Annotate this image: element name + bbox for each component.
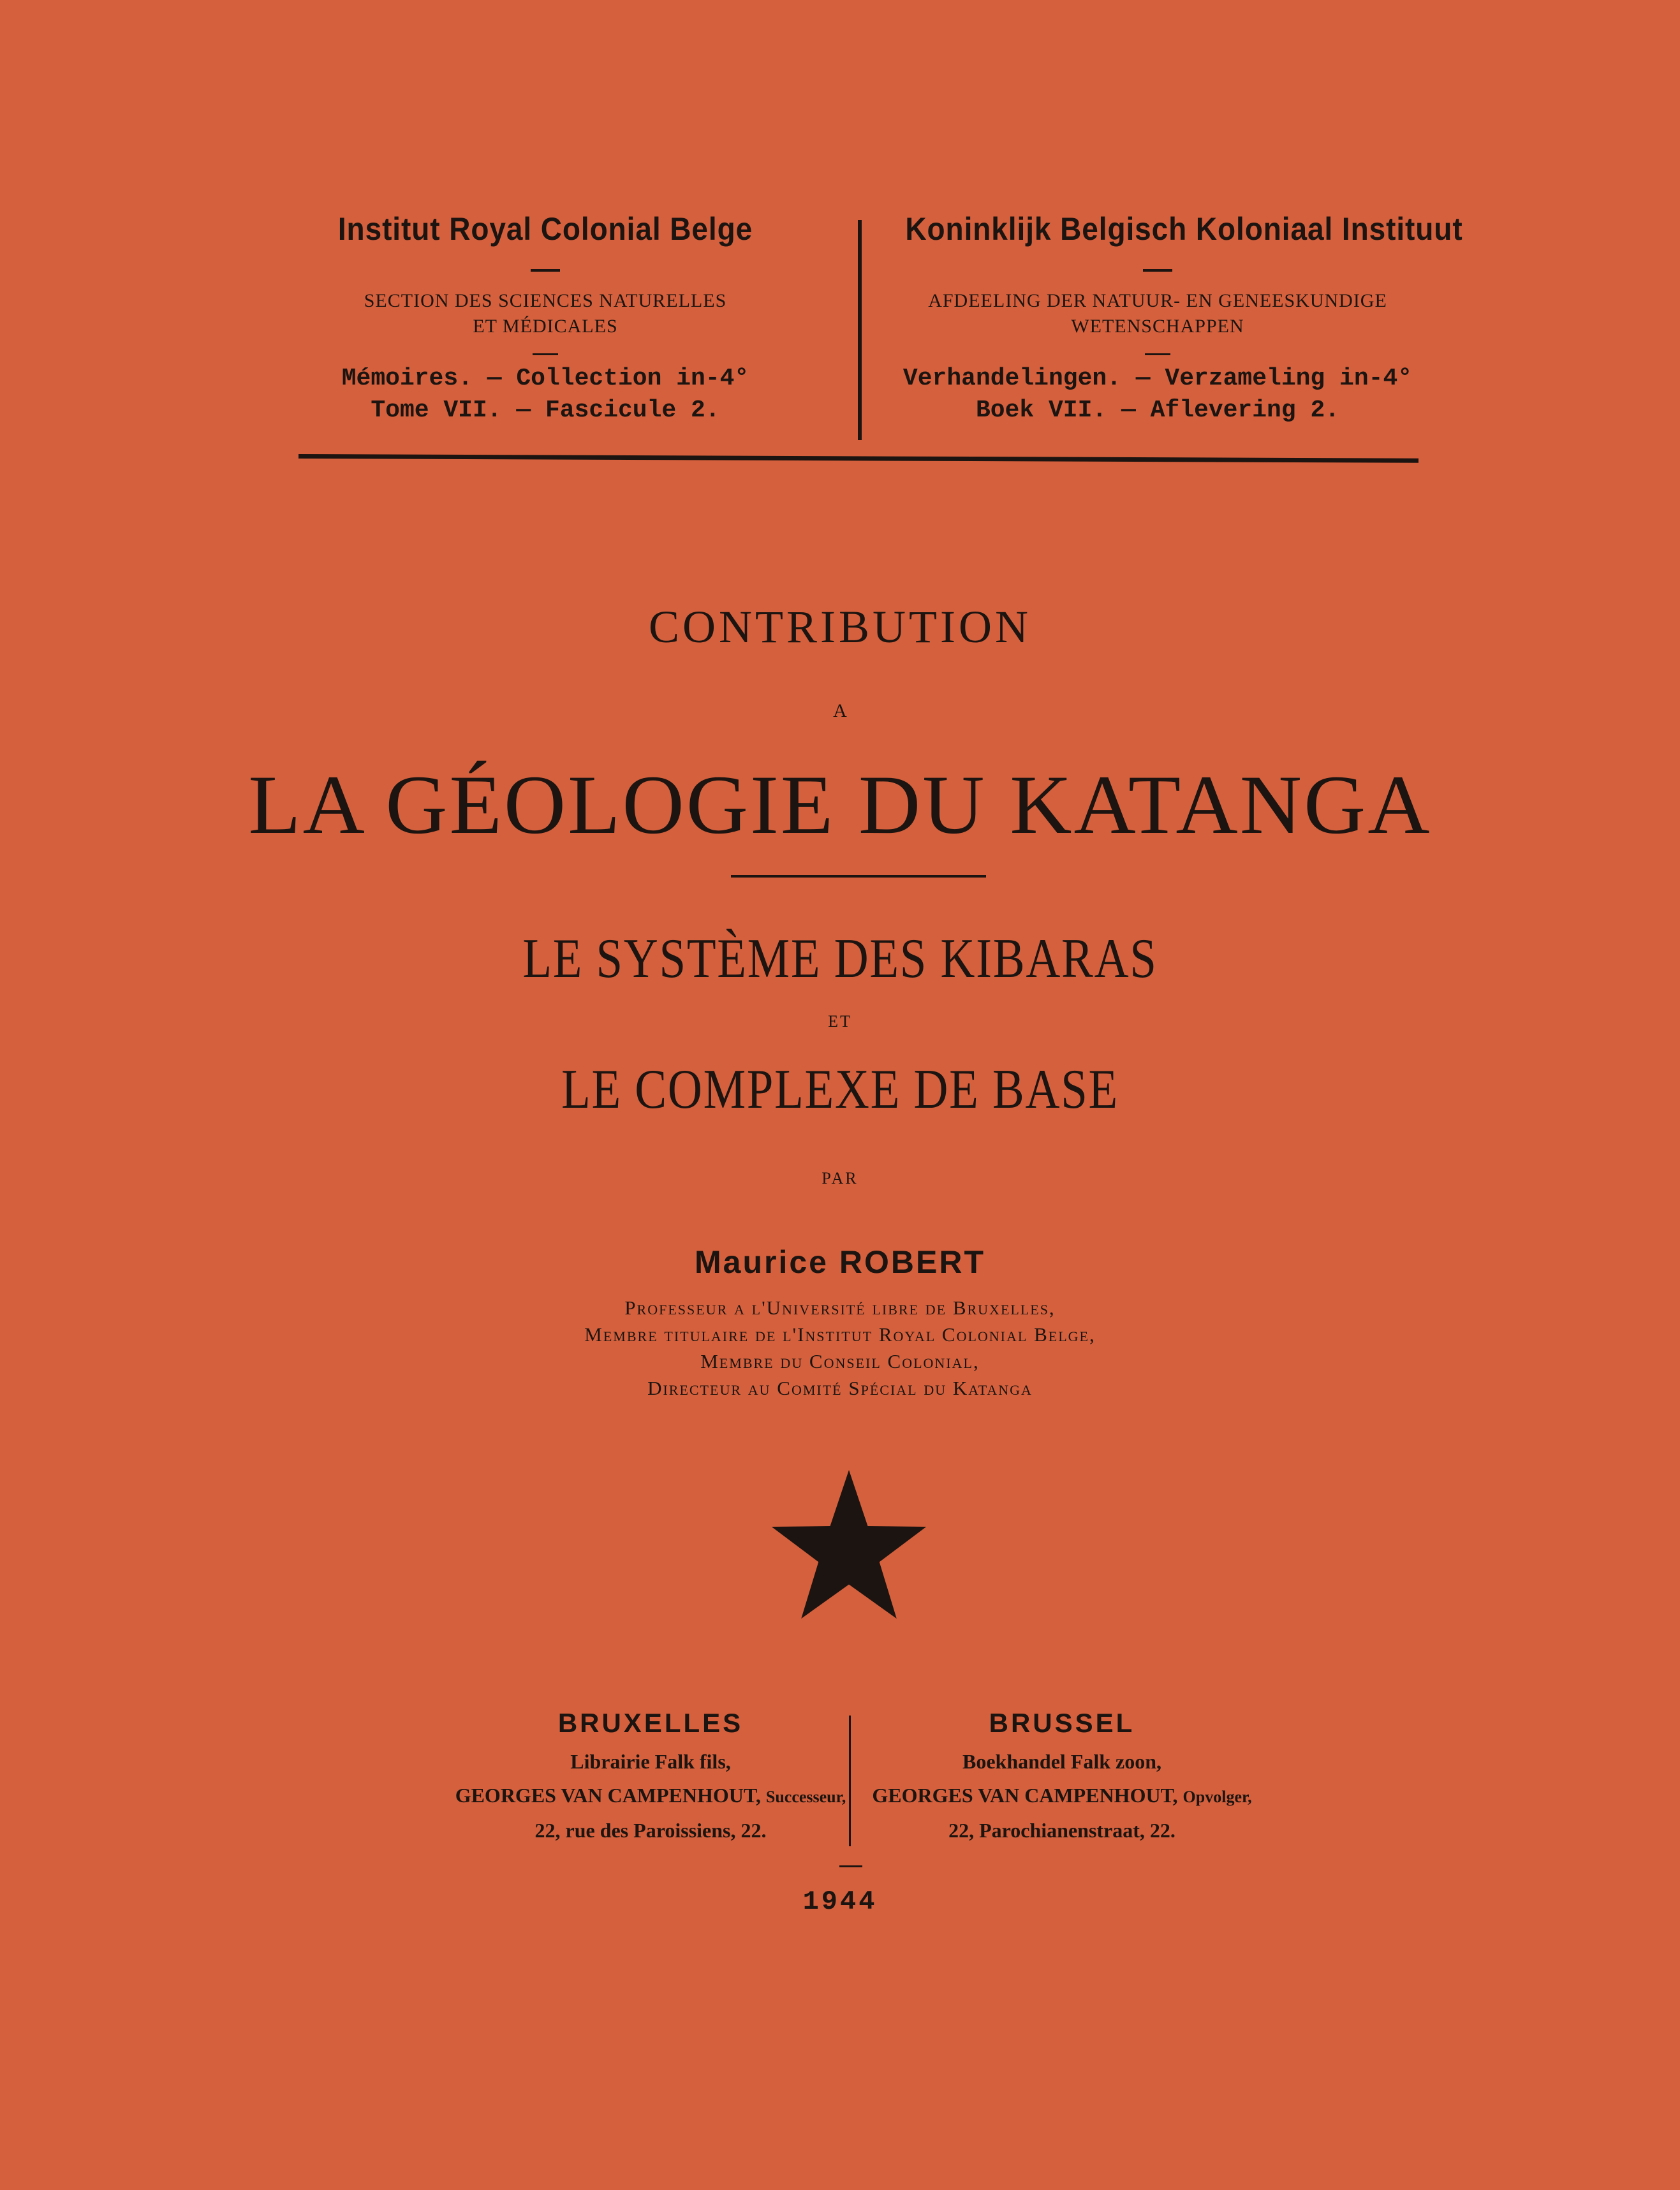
title-contribution: CONTRIBUTION bbox=[649, 601, 1031, 652]
author-title-line: Directeur au Comité Spécial du Katanga bbox=[647, 1377, 1033, 1399]
publication-year: 1944 bbox=[802, 1886, 878, 1917]
publisher-owner-nl bbox=[858, 1779, 1266, 1814]
author-name: Maurice ROBERT bbox=[695, 1244, 985, 1280]
collection-nl: Verhandelingen. — Verzameling in-4° bbox=[903, 365, 1413, 392]
year-dash bbox=[839, 1865, 862, 1867]
publisher-right bbox=[858, 1708, 1266, 1848]
institute-name-fr: Institut Royal Colonial Belge bbox=[337, 211, 753, 247]
main-title: LA GÉOLOGIE DU KATANGA bbox=[248, 758, 1432, 851]
header-right bbox=[883, 210, 1463, 427]
collection-fr: Mémoires. — Collection in-4° bbox=[341, 365, 749, 392]
subtitle-kibaras: LE SYSTÈME DES KIBARAS bbox=[522, 928, 1158, 990]
publisher-owner-name: GEORGES VAN CAMPENHOUT, bbox=[455, 1784, 761, 1807]
publisher-address-fr: 22, rue des Paroissiens, 22. bbox=[534, 1819, 767, 1842]
publisher-left bbox=[446, 1708, 855, 1848]
subtitle-complexe: LE COMPLEXE DE BASE bbox=[561, 1059, 1119, 1121]
divider-dash bbox=[531, 269, 560, 272]
title-preposition: A bbox=[833, 700, 847, 721]
publisher-column-divider bbox=[849, 1716, 851, 1846]
institute-name-nl: Koninklijk Belgisch Koloniaal Instituut bbox=[905, 211, 1463, 247]
star-icon bbox=[769, 1470, 929, 1623]
volume-fr: Tome VII. — Fascicule 2. bbox=[371, 397, 720, 424]
author-title-line: Membre titulaire de l'Institut Royal Colonial Belge, bbox=[584, 1323, 1096, 1346]
publisher-house-fr: Librairie Falk fils, bbox=[570, 1750, 731, 1773]
section-name-fr: SECTION DES SCIENCES NATURELLES ET MÉDICALES bbox=[364, 290, 727, 337]
header-column-divider bbox=[858, 220, 862, 440]
header-left bbox=[284, 210, 807, 427]
author-titles bbox=[0, 1295, 1680, 1402]
divider-dash bbox=[1145, 353, 1170, 355]
author-title-line: Professeur a l'Université libre de Bruxelles, bbox=[624, 1297, 1056, 1319]
publisher-owner-fr bbox=[446, 1779, 855, 1814]
divider-dash bbox=[533, 353, 558, 355]
author-title-line: Membre du Conseil Colonial, bbox=[700, 1350, 980, 1372]
publisher-city-nl: BRUSSEL bbox=[989, 1708, 1135, 1738]
subtitle-conjunction: ET bbox=[828, 1012, 852, 1031]
section-name-nl: AFDEELING DER NATUUR- EN GENEESKUNDIGE WETENSCHAPPEN bbox=[928, 290, 1387, 337]
divider-dash bbox=[1143, 269, 1172, 272]
publisher-address-nl: 22, Parochianenstraat, 22. bbox=[948, 1819, 1175, 1842]
publisher-owner-role: Opvolger, bbox=[1183, 1788, 1252, 1806]
header-rule bbox=[298, 454, 1418, 463]
publisher-owner-role: Successeur, bbox=[765, 1788, 846, 1806]
publisher-city-fr: BRUXELLES bbox=[557, 1708, 744, 1738]
publisher-owner-name: GEORGES VAN CAMPENHOUT, bbox=[872, 1784, 1178, 1807]
title-rule bbox=[731, 875, 986, 878]
publisher-house-nl: Boekhandel Falk zoon, bbox=[962, 1750, 1162, 1773]
by-label: PAR bbox=[822, 1169, 858, 1187]
volume-nl: Boek VII. — Aflevering 2. bbox=[975, 397, 1340, 424]
